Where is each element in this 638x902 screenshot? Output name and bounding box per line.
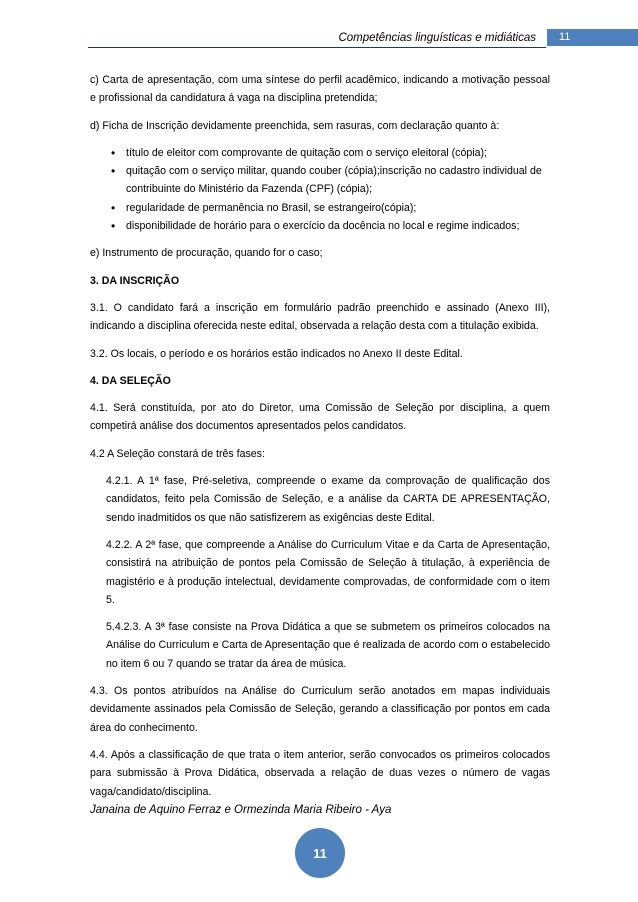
bullet-icon: • [111, 200, 116, 215]
paragraph-d: d) Ficha de Inscrição devidamente preenchida, sem rasuras, com declaração quanto à: [90, 119, 500, 132]
bullet-icon: • [111, 164, 116, 179]
list-item-text: regularidade de permanência no Brasil, se estrangeiro(cópia); [126, 201, 417, 214]
section-3-heading: 3. DA INSCRIÇÃO [90, 274, 180, 287]
list-item-text: quitação com o serviço militar, quando couber (cópia);inscrição no cadastro individual de contribuinte do Ministério da Fazenda (CPF) (cópia); [126, 165, 542, 196]
header-divider [88, 47, 546, 48]
paragraph-4-2: 4.2 A Seleção constará de três fases: [90, 447, 265, 460]
page-number-badge: 11 [295, 828, 345, 878]
paragraph-4-2-2: 4.2.2. A 2ª fase, que compreende a Análise do Curriculum Vitae e da Carta de Apresentação, consistirá na atribuição de pontos pela Comissão de Seleção à titulação, à experiência de magistério e à produção intelectual, devidamente comprovadas, de conformidade com o item 5. [106, 538, 550, 606]
header-page-number: 11 [547, 29, 638, 46]
list-item [111, 199, 550, 217]
document-body [90, 71, 550, 810]
paragraph-e: e) Instrumento de procuração, quando for o caso; [90, 247, 323, 260]
paragraph-5-4-2-3: 5.4.2.3. A 3ª fase consiste na Prova Didática a que se submetem os primeiros colocados na Análise do Curriculum e Carta de Apresentação que é realizada de acordo com o estabelecido no item 6 ou 7 quando se tratar da área de música. [106, 621, 550, 670]
paragraph-4-3: 4.3. Os pontos atribuídos na Análise do Curriculum serão anotados em mapas individuais devidamente assinados pela Comissão de Seleção, gerando a classificação por pontos em cada área do conhecimento. [90, 685, 550, 734]
paragraph-3-1: 3.1. O candidato fará a inscrição em formulário padrão preenchido e assinado (Anexo III), indicando a disciplina oferecida neste edital, observada a relação desta com a titulação exibida. [90, 301, 550, 333]
list-item-text: disponibilidade de horário para o exercício da docência no local e regime indicados; [126, 220, 520, 233]
paragraph-4-1: 4.1. Será constituída, por ato do Diretor, uma Comissão de Seleção por disciplina, a quem competirá análise dos documentos apresentados pelos candidatos. [90, 402, 550, 433]
paragraph-3-2: 3.2. Os locais, o período e os horários estão indicados no Anexo II deste Edital. [90, 347, 463, 360]
list-item [111, 217, 550, 235]
list-item [111, 162, 550, 199]
section-4-heading: 4. DA SELEÇÃO [90, 374, 171, 387]
list-item-text: título de eleitor com comprovante de quitação com o serviço eleitoral (cópia); [126, 146, 487, 159]
header-title: Competências linguísticas e midiáticas [338, 32, 536, 44]
declaration-list [90, 144, 550, 235]
bullet-icon: • [111, 145, 116, 160]
paragraph-4-4: 4.4. Após a classificação de que trata o item anterior, serão convocados os primeiros colocados para submissão à Prova Didática, observada a relação de duas vezes o número de vagas vaga/candidato/disciplina. [90, 748, 550, 798]
bullet-icon: • [111, 219, 116, 234]
paragraph-c: c) Carta de apresentação, com uma síntese do perfil acadêmico, indicando a motivação pessoal e profissional da candidatura á vaga na disciplina pretendida; [90, 74, 550, 105]
paragraph-4-2-1: 4.2.1. A 1ª fase, Pré-seletiva, compreende o exame da comprovação de qualificação dos candidatos, feito pela Comissão de Seleção, e a análise da CARTA DE APRESENTAÇÃO, sendo inadmitidos os que não satisfizerem as exigências deste Edital. [106, 475, 550, 524]
list-item [111, 144, 550, 162]
footer-authors: Janaina de Aquino Ferraz e Ormezinda Maria Ribeiro - Aya [90, 804, 392, 816]
